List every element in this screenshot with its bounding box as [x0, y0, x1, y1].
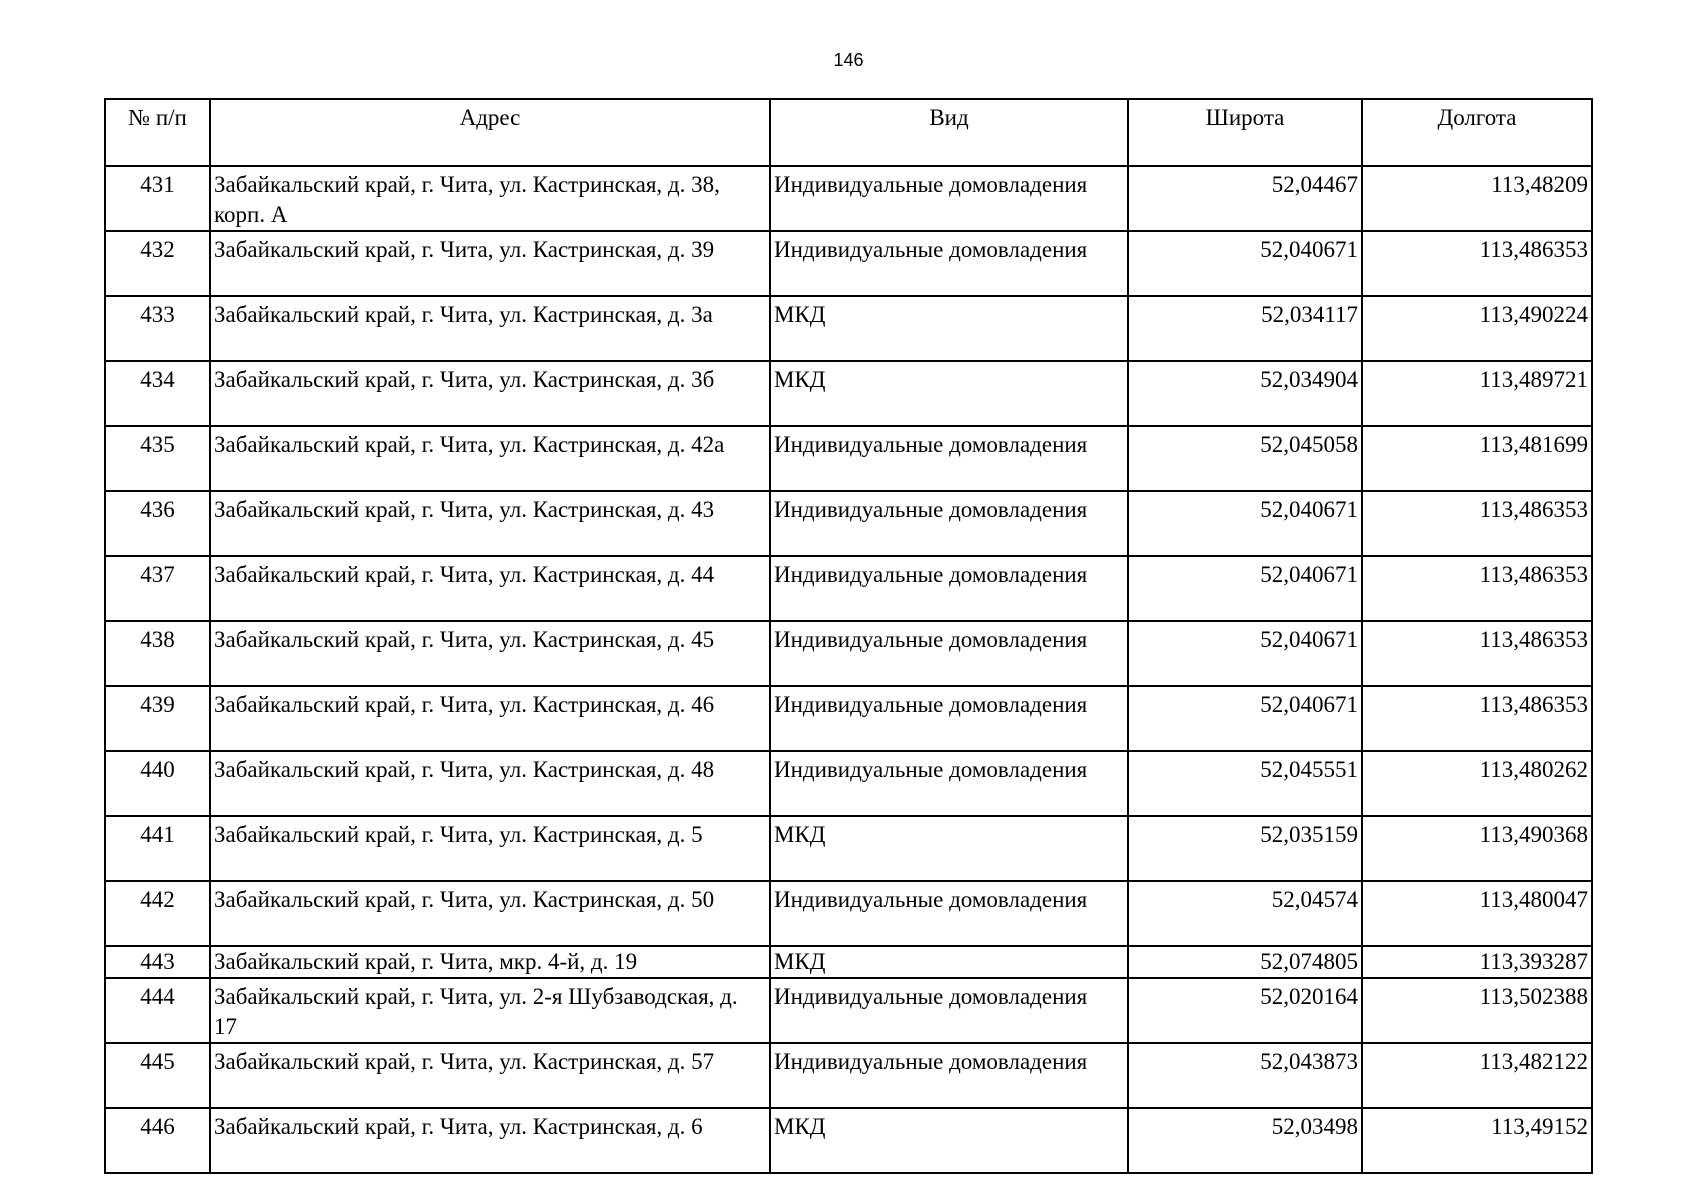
- cell-lat: 52,040671: [1128, 621, 1362, 686]
- cell-num: 437: [105, 556, 210, 621]
- cell-address: Забайкальский край, г. Чита, ул. Кастринская, д. 3а: [210, 296, 770, 361]
- cell-lat: 52,040671: [1128, 556, 1362, 621]
- cell-kind: Индивидуальные домовладения: [770, 751, 1128, 816]
- cell-lon: 113,49152: [1362, 1108, 1592, 1173]
- cell-address: Забайкальский край, г. Чита, ул. Кастринская, д. 3б: [210, 361, 770, 426]
- cell-lat: 52,020164: [1128, 978, 1362, 1043]
- table-row: [105, 751, 1592, 816]
- table-row: [105, 978, 1592, 1043]
- page-number: 146: [833, 50, 864, 70]
- table-row: [105, 686, 1592, 751]
- cell-address: Забайкальский край, г. Чита, ул. Кастринская, д. 57: [210, 1043, 770, 1108]
- header-address: Адрес: [210, 99, 770, 166]
- cell-kind: Индивидуальные домовладения: [770, 556, 1128, 621]
- cell-address: Забайкальский край, г. Чита, ул. Кастринская, д. 44: [210, 556, 770, 621]
- table-row: [105, 1043, 1592, 1108]
- table-row: [105, 491, 1592, 556]
- cell-kind: Индивидуальные домовладения: [770, 621, 1128, 686]
- header-lat: Широта: [1128, 99, 1362, 166]
- cell-address: Забайкальский край, г. Чита, ул. Кастринская, д. 43: [210, 491, 770, 556]
- cell-lon: 113,486353: [1362, 556, 1592, 621]
- table-row: [105, 816, 1592, 881]
- cell-lon: 113,502388: [1362, 978, 1592, 1043]
- cell-lon: 113,490224: [1362, 296, 1592, 361]
- cell-num: 432: [105, 231, 210, 296]
- cell-address: Забайкальский край, г. Чита, ул. Кастринская, д. 38, корп. А: [210, 166, 770, 231]
- cell-lon: 113,486353: [1362, 231, 1592, 296]
- cell-num: 438: [105, 621, 210, 686]
- cell-kind: МКД: [770, 816, 1128, 881]
- cell-lon: 113,486353: [1362, 686, 1592, 751]
- cell-address: Забайкальский край, г. Чита, мкр. 4-й, д. 19: [210, 946, 770, 978]
- cell-lat: 52,040671: [1128, 231, 1362, 296]
- cell-kind: МКД: [770, 296, 1128, 361]
- cell-lon: 113,480262: [1362, 751, 1592, 816]
- cell-lat: 52,03498: [1128, 1108, 1362, 1173]
- cell-lon: 113,48209: [1362, 166, 1592, 231]
- cell-lat: 52,035159: [1128, 816, 1362, 881]
- cell-num: 440: [105, 751, 210, 816]
- table-row: [105, 426, 1592, 491]
- table-row: [105, 621, 1592, 686]
- cell-num: 444: [105, 978, 210, 1043]
- cell-num: 443: [105, 946, 210, 978]
- cell-lat: 52,040671: [1128, 491, 1362, 556]
- cell-lon: 113,393287: [1362, 946, 1592, 978]
- table-row: [105, 166, 1592, 231]
- cell-num: 439: [105, 686, 210, 751]
- cell-lon: 113,486353: [1362, 621, 1592, 686]
- cell-lon: 113,480047: [1362, 881, 1592, 946]
- cell-lat: 52,045058: [1128, 426, 1362, 491]
- cell-num: 433: [105, 296, 210, 361]
- cell-address: Забайкальский край, г. Чита, ул. Кастринская, д. 39: [210, 231, 770, 296]
- cell-num: 435: [105, 426, 210, 491]
- cell-kind: Индивидуальные домовладения: [770, 1043, 1128, 1108]
- cell-lat: 52,074805: [1128, 946, 1362, 978]
- cell-kind: Индивидуальные домовладения: [770, 231, 1128, 296]
- header-row: [105, 99, 1592, 166]
- cell-num: 436: [105, 491, 210, 556]
- table-row: [105, 881, 1592, 946]
- cell-lat: 52,034904: [1128, 361, 1362, 426]
- cell-address: Забайкальский край, г. Чита, ул. Кастринская, д. 48: [210, 751, 770, 816]
- cell-num: 446: [105, 1108, 210, 1173]
- cell-lon: 113,482122: [1362, 1043, 1592, 1108]
- cell-lat: 52,043873: [1128, 1043, 1362, 1108]
- cell-kind: Индивидуальные домовладения: [770, 166, 1128, 231]
- cell-kind: Индивидуальные домовладения: [770, 491, 1128, 556]
- cell-lon: 113,489721: [1362, 361, 1592, 426]
- cell-lat: 52,040671: [1128, 686, 1362, 751]
- header-num: № п/п: [105, 99, 210, 166]
- cell-kind: МКД: [770, 1108, 1128, 1173]
- table-row: [105, 231, 1592, 296]
- cell-num: 441: [105, 816, 210, 881]
- cell-kind: Индивидуальные домовладения: [770, 686, 1128, 751]
- table-row: [105, 946, 1592, 978]
- cell-num: 442: [105, 881, 210, 946]
- header-lon: Долгота: [1362, 99, 1592, 166]
- cell-address: Забайкальский край, г. Чита, ул. Кастринская, д. 42а: [210, 426, 770, 491]
- cell-kind: МКД: [770, 946, 1128, 978]
- cell-address: Забайкальский край, г. Чита, ул. 2-я Шубзаводская, д. 17: [210, 978, 770, 1043]
- cell-lat: 52,034117: [1128, 296, 1362, 361]
- cell-kind: Индивидуальные домовладения: [770, 881, 1128, 946]
- table-row: [105, 296, 1592, 361]
- cell-kind: Индивидуальные домовладения: [770, 978, 1128, 1043]
- cell-lon: 113,481699: [1362, 426, 1592, 491]
- cell-num: 431: [105, 166, 210, 231]
- cell-address: Забайкальский край, г. Чита, ул. Кастринская, д. 6: [210, 1108, 770, 1173]
- cell-lon: 113,486353: [1362, 491, 1592, 556]
- cell-address: Забайкальский край, г. Чита, ул. Кастринская, д. 5: [210, 816, 770, 881]
- cell-lon: 113,490368: [1362, 816, 1592, 881]
- cell-num: 434: [105, 361, 210, 426]
- cell-address: Забайкальский край, г. Чита, ул. Кастринская, д. 45: [210, 621, 770, 686]
- header-kind: Вид: [770, 99, 1128, 166]
- cell-lat: 52,045551: [1128, 751, 1362, 816]
- cell-lat: 52,04467: [1128, 166, 1362, 231]
- cell-kind: Индивидуальные домовладения: [770, 426, 1128, 491]
- cell-num: 445: [105, 1043, 210, 1108]
- cell-lat: 52,04574: [1128, 881, 1362, 946]
- cell-kind: МКД: [770, 361, 1128, 426]
- cell-address: Забайкальский край, г. Чита, ул. Кастринская, д. 50: [210, 881, 770, 946]
- cell-address: Забайкальский край, г. Чита, ул. Кастринская, д. 46: [210, 686, 770, 751]
- table-row: [105, 556, 1592, 621]
- table-row: [105, 361, 1592, 426]
- address-table: [104, 98, 1593, 1174]
- table-row: [105, 1108, 1592, 1173]
